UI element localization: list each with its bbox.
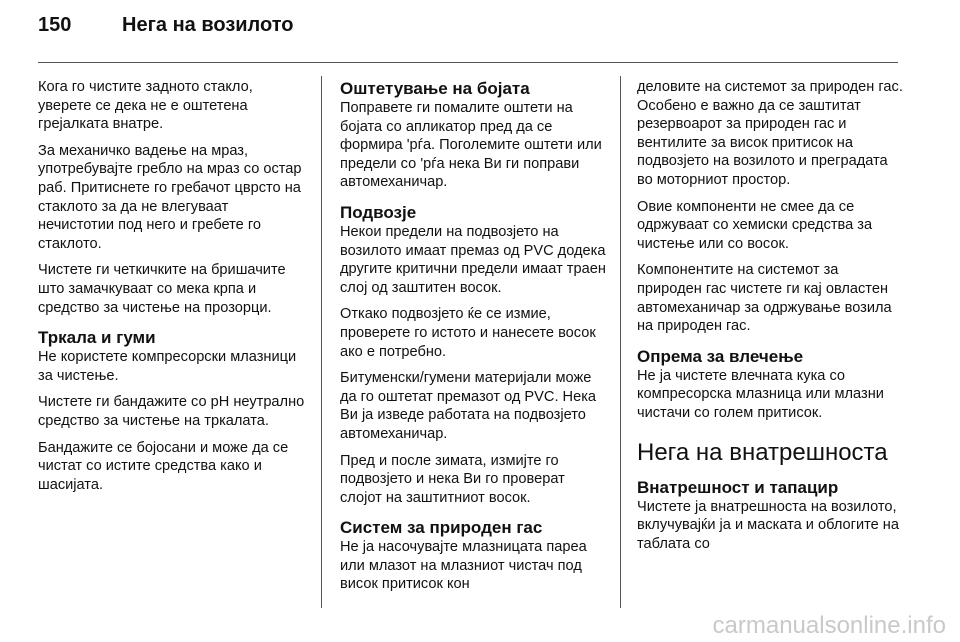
section-heading-towing: Опрема за влечење <box>637 346 804 366</box>
paragraph: Чистете ја внатрешноста на возилото, вклучувајќи ја и маската и облогите на таблата со <box>637 498 899 552</box>
column-divider <box>321 76 322 608</box>
page-title: Нега на возилото <box>122 14 294 36</box>
watermark-text: carmanualsonline.info <box>712 612 946 639</box>
paragraph: Не ја чистете влечната кука со компресорска млазница или млазни чистачи со голем притисок. <box>637 367 884 421</box>
paragraph: Поправете ги помалите оштети на бојата со апликатор пред да се формира 'рѓа. Поголемите оштети или предели со 'рѓа нека Ви ги поправи автомеханичар. <box>340 100 602 191</box>
section-heading-underbody: Подвозје <box>340 202 417 222</box>
section-heading-upholstery: Внатрешност и тапацир <box>637 477 839 497</box>
paragraph: Чистете ги бандажите со pH неутрално средство за чистење на тркалата. <box>38 394 305 429</box>
chapter-heading-interior-care: Нега на внатрешноста <box>637 438 888 466</box>
section-heading-paint-damage: Оштетување на бојата <box>340 79 530 98</box>
paragraph: Компонентите на системот за природен гас чистете ги кај овластен автомеханичар за одржување возила на природен гас. <box>637 262 892 335</box>
column-2 <box>340 78 610 602</box>
section-heading-tires: Тркала и гуми <box>38 328 156 348</box>
column-divider <box>620 76 621 608</box>
paragraph: Бандажите се бојосани и може да се чистат со истите средства како и шасијата. <box>38 439 289 493</box>
paragraph: Овие компоненти не смее да се одржуваат со хемиски средства за чистење или со восок. <box>637 198 873 252</box>
paragraph: Не користете компресорски млазници за чистење. <box>38 349 297 384</box>
page-header <box>38 14 293 54</box>
paragraph: Не ја насочувајте млазницата пареа или млазот на млазниот чистач под висок притисок кон <box>340 539 587 593</box>
paragraph: Пред и после зимата, измијте го подвозјето и нека Ви го проверат слојот на заштитниот восок. <box>340 452 565 506</box>
paragraph: Чистете ги четкичките на бришачите што замачкуваат со мека крпа и средство за чистење на прозорци. <box>38 262 286 316</box>
column-3 <box>637 78 907 561</box>
page-number: 150 <box>38 14 72 36</box>
paragraph: Откако подвозјето ќе се измие, проверете го истото и нанесете восок ако е потребно. <box>340 306 596 360</box>
column-1 <box>38 78 308 502</box>
paragraph: Битуменски/гумени материјали може да го оштетат премазот од PVC. Нека Ви ја изведе работата на подвозјето автомеханичар. <box>340 370 597 442</box>
paragraph: Кога го чистите задното стакло, уверете се дека не е оштетена грејалката внатре. <box>38 79 253 133</box>
header-divider <box>38 62 898 63</box>
paragraph: Некои предели на подвозјето на возилото имаат премаз од PVC додека другите критични предели имаат траен слој од заштитен восок. <box>340 223 606 296</box>
paragraph: деловите на системот за природен гас. Особено е важно да се заштитат резервоарот за природен гас и вентилите за висок притисок на подвозјето на возилото и преградата во моторниот простор. <box>637 79 903 188</box>
paragraph: За механичко вадење на мраз, употребувајте гребло на мраз со остар раб. Притиснете го гребачот цврсто на стаклото за да не влегуваат нечистотии под него и гребете го стаклото. <box>38 142 302 252</box>
section-heading-natural-gas: Систем за природен гас <box>340 518 543 538</box>
